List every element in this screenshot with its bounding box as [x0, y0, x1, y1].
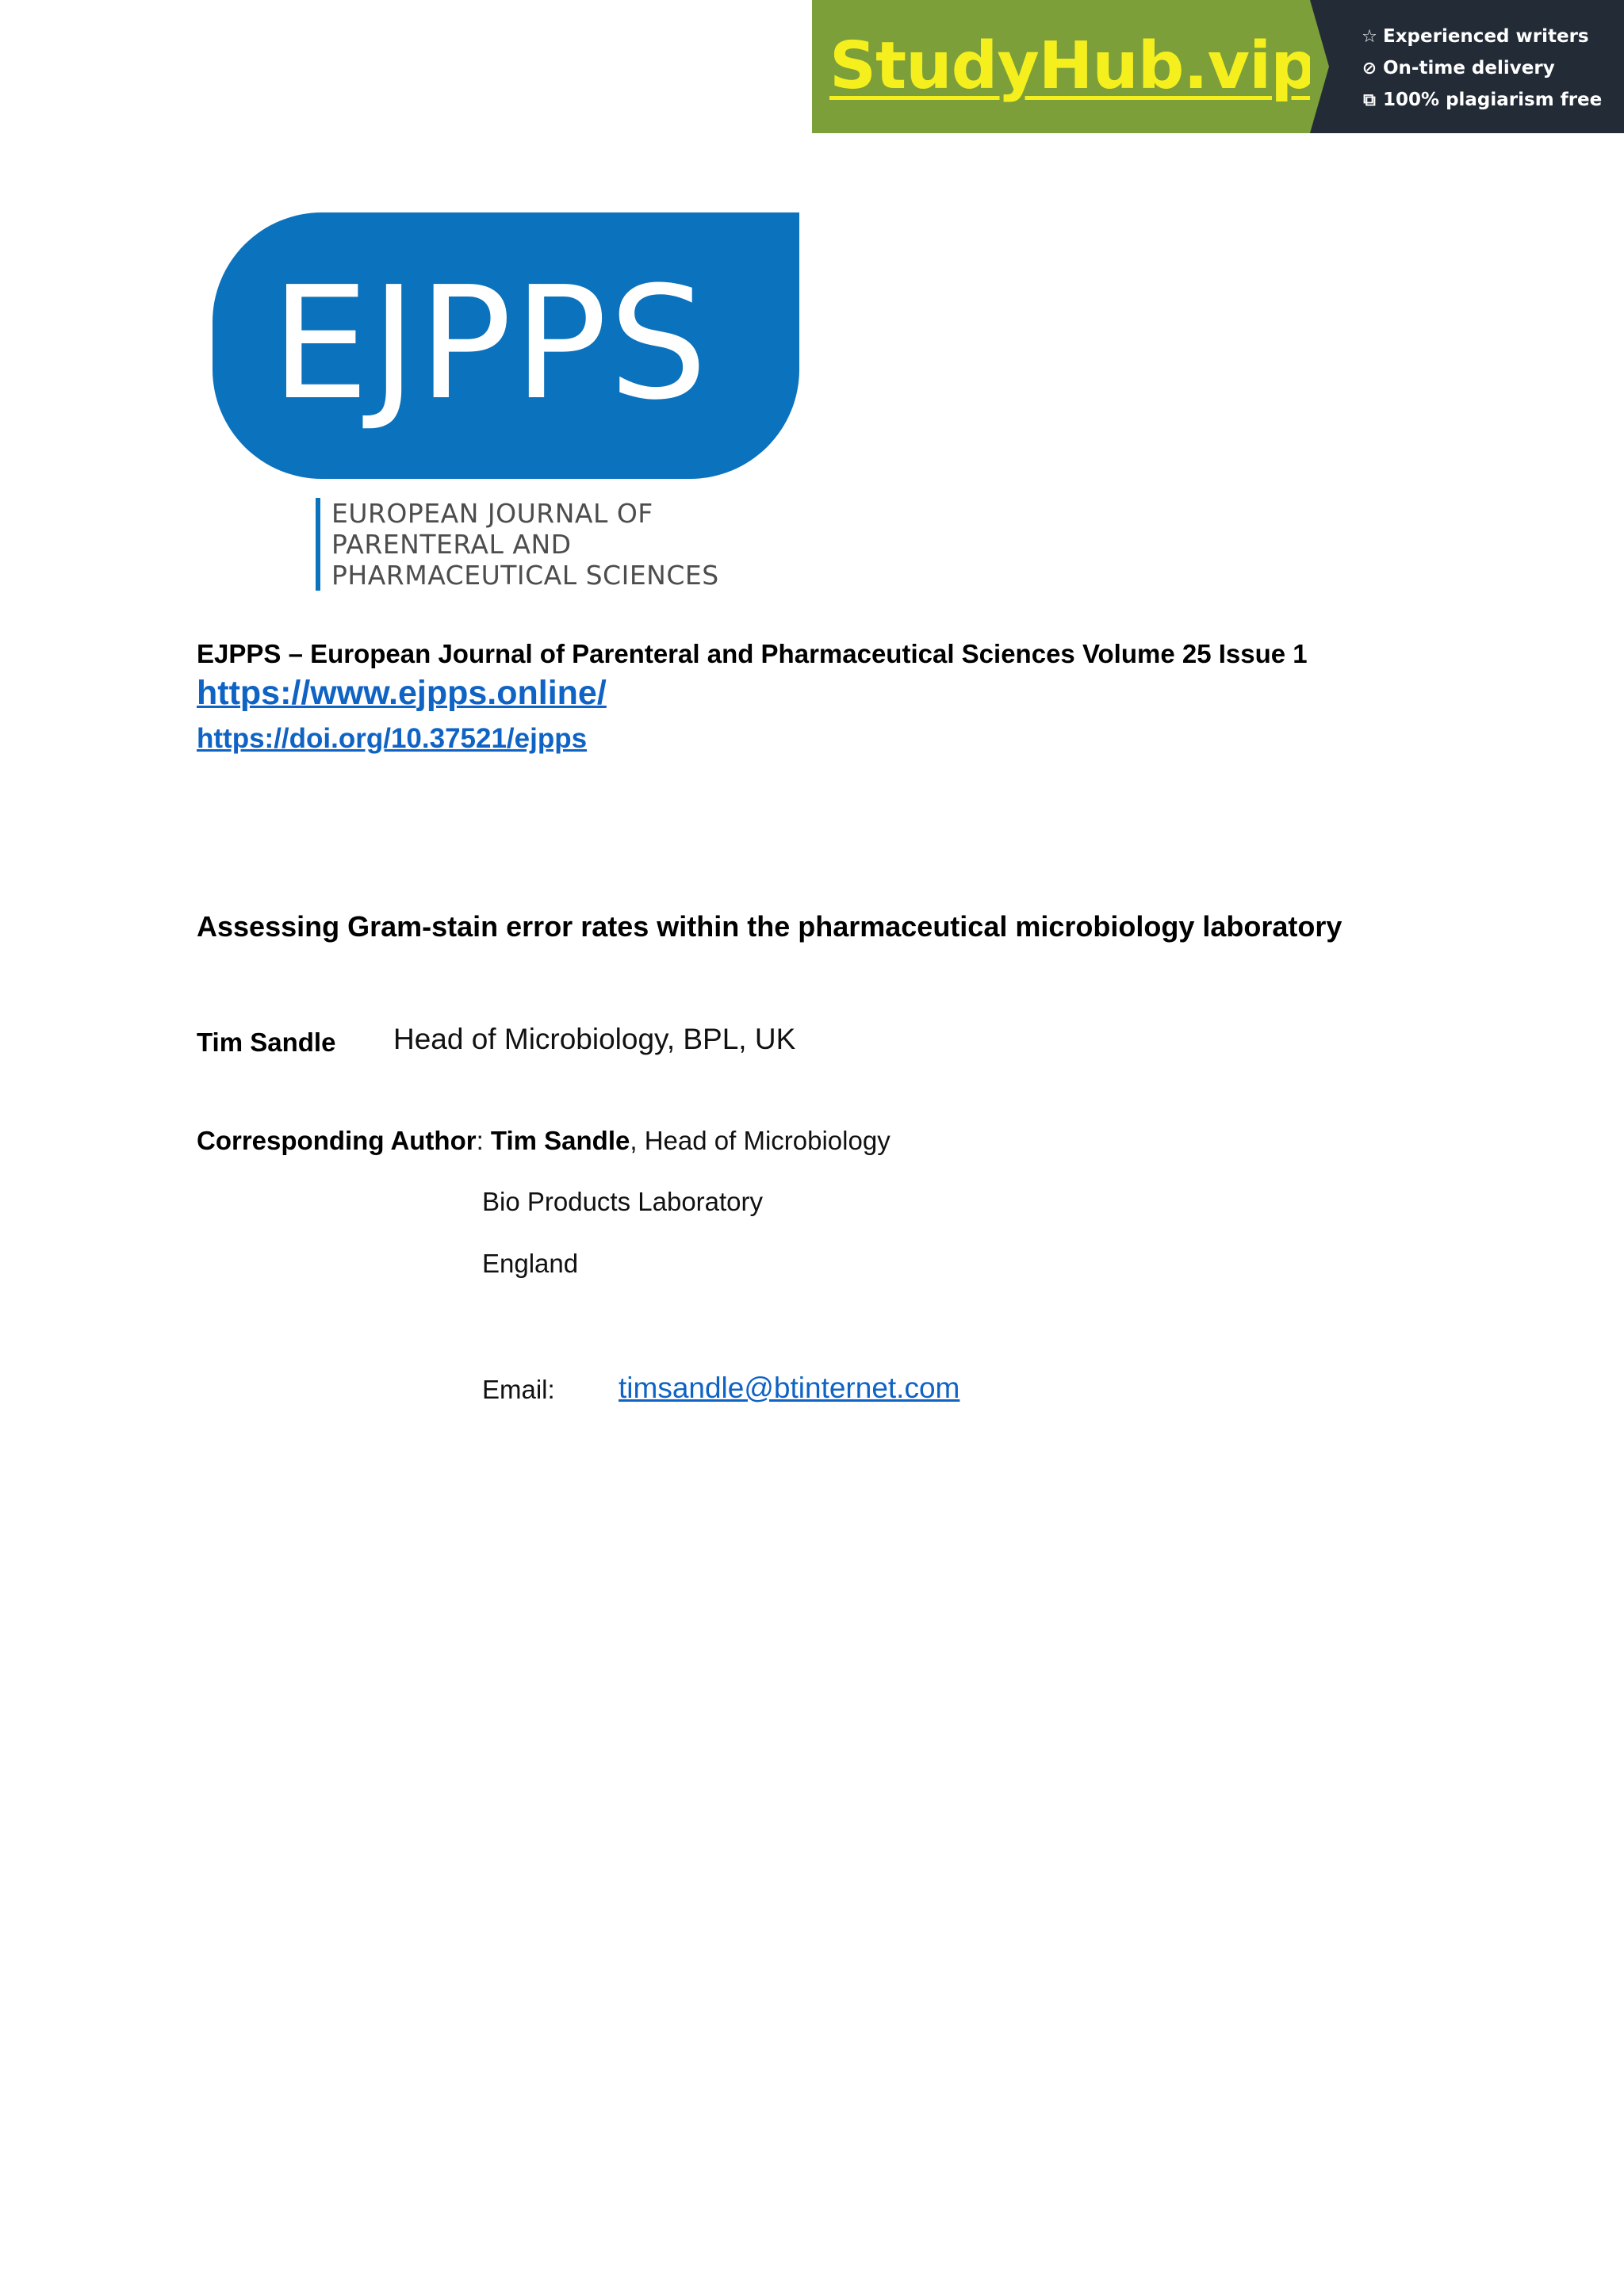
corresponding-author-label: Corresponding Author — [197, 1126, 477, 1155]
corresponding-author-role: , Head of Microbiology — [630, 1126, 891, 1155]
star-icon: ☆ — [1362, 26, 1377, 47]
promo-features-panel — [1310, 0, 1624, 133]
address-country: England — [482, 1249, 579, 1278]
corresponding-author-line — [197, 1126, 891, 1156]
copy-icon: ⧉ — [1363, 90, 1376, 110]
journal-doi-link[interactable]: https://doi.org/10.37521/ejpps — [197, 723, 588, 754]
logo-subtitle-line: PARENTERAL AND — [331, 529, 572, 560]
address-organization: Bio Products Laboratory — [482, 1187, 764, 1216]
promo-feature-label: On-time delivery — [1383, 58, 1555, 78]
journal-logo — [213, 212, 799, 479]
author-affiliation: Head of Microbiology, BPL, UK — [393, 1023, 796, 1055]
author-name: Tim Sandle — [197, 1027, 336, 1057]
email-link[interactable]: timsandle@btinternet.com — [619, 1372, 960, 1404]
article-title: Assessing Gram-stain error rates within the pharmaceutical microbiology laboratory — [197, 910, 1342, 943]
corresponding-author-name: Tim Sandle — [490, 1126, 630, 1155]
promo-feature-item — [1359, 21, 1624, 52]
journal-logo-mark: EJPPS — [270, 254, 710, 434]
promo-banner[interactable] — [812, 0, 1624, 133]
promo-feature-label: Experienced writers — [1383, 26, 1589, 47]
journal-logo-subtitle — [316, 498, 719, 591]
journal-website-link[interactable]: https://www.ejpps.online/ — [197, 674, 607, 712]
corresponding-separator: : — [476, 1126, 491, 1155]
promo-brand-name[interactable]: StudyHub.vip — [829, 29, 1316, 104]
promo-feature-item — [1359, 52, 1624, 84]
journal-citation: EJPPS – European Journal of Parenteral and Pharmaceutical Sciences Volume 25 Issue 1 — [197, 639, 1308, 668]
logo-subtitle-line: EUROPEAN JOURNAL OF — [331, 498, 653, 529]
clock-icon: ⊘ — [1362, 58, 1377, 78]
email-label: Email: — [482, 1375, 555, 1404]
promo-brand-panel — [812, 0, 1316, 133]
logo-subtitle-line: PHARMACEUTICAL SCIENCES — [331, 560, 719, 591]
promo-feature-item — [1359, 84, 1624, 116]
promo-feature-label: 100% plagiarism free — [1383, 90, 1603, 110]
